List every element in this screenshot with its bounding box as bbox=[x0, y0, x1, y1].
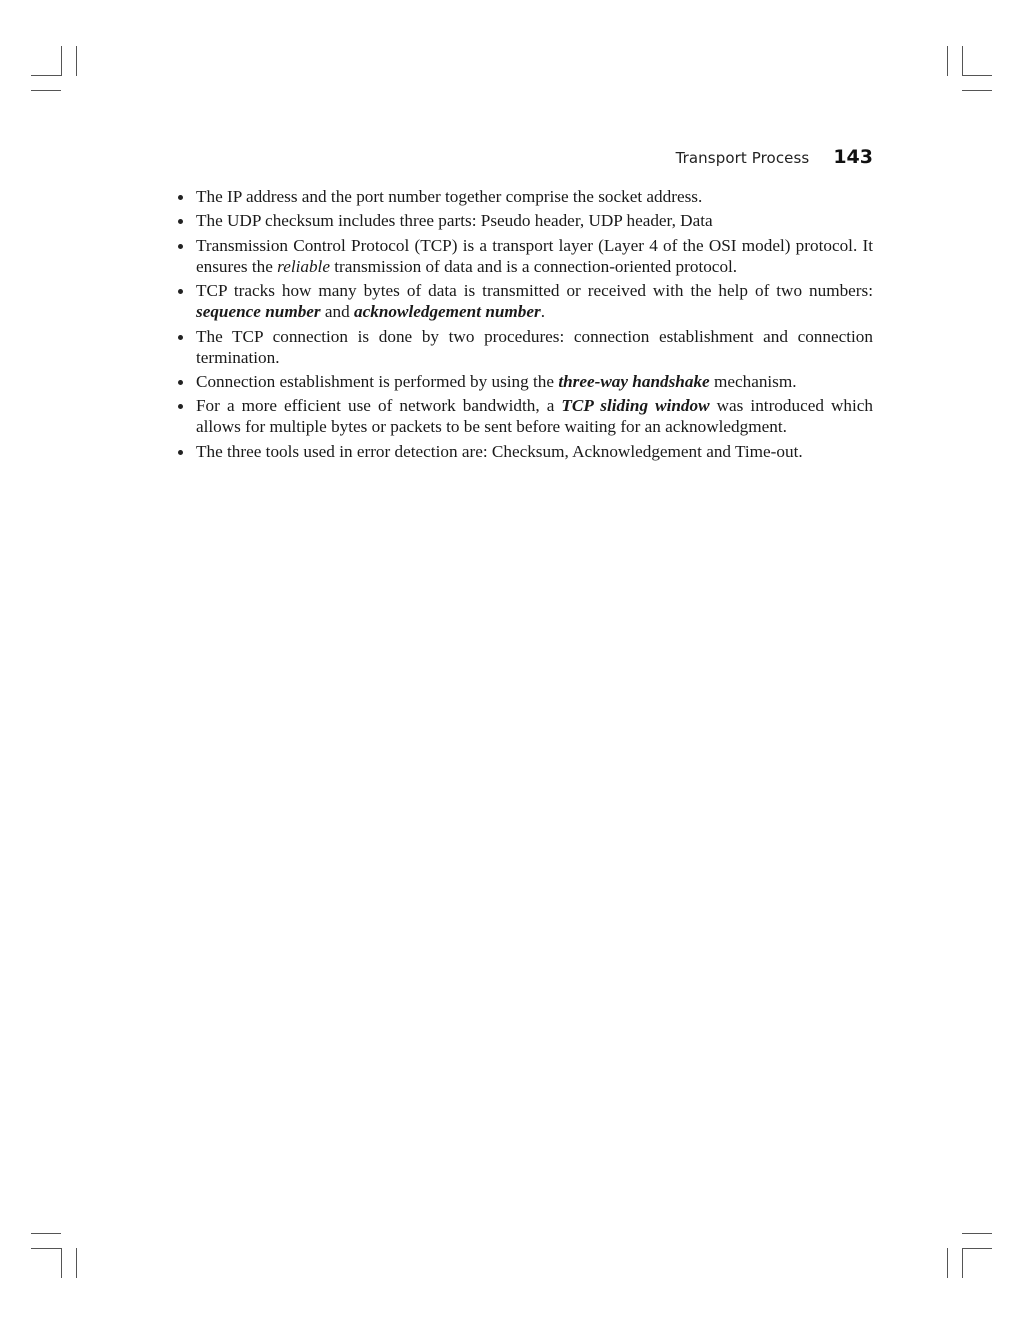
bullet-text: The three tools used in error detection are: Checksum, Acknowledgement and Time-out. bbox=[196, 441, 803, 461]
crop-mark-bottom-left-vertical bbox=[61, 1248, 62, 1278]
crop-mark-top-left-vertical-outer bbox=[76, 46, 77, 76]
bullet-text: The IP address and the port number together comprise the socket address. bbox=[196, 187, 703, 206]
page-number: 143 bbox=[833, 146, 873, 168]
bullet-icon bbox=[178, 244, 183, 249]
crop-mark-bottom-right-vertical-outer bbox=[947, 1248, 948, 1278]
list-item bbox=[177, 235, 873, 277]
list-item bbox=[177, 186, 873, 207]
bullet-icon bbox=[178, 380, 183, 385]
crop-mark-bottom-right-horizontal bbox=[962, 1233, 992, 1234]
bullet-icon bbox=[178, 289, 183, 294]
running-title: Transport Process bbox=[675, 149, 810, 167]
bullet-emphasis: sequence number bbox=[196, 302, 321, 322]
bullet-text: The UDP checksum includes three parts: Pseudo header, UDP header, Data bbox=[196, 211, 713, 231]
crop-mark-top-left-vertical bbox=[61, 46, 62, 76]
crop-mark-top-left-horizontal-outer bbox=[31, 90, 61, 91]
list-item bbox=[177, 280, 873, 322]
list-item bbox=[177, 441, 873, 462]
bullet-emphasis: acknowledgement number bbox=[354, 302, 541, 322]
crop-mark-bottom-left-horizontal bbox=[31, 1233, 61, 1234]
summary-bullet-list bbox=[177, 186, 873, 465]
bullet-text: mechanism. bbox=[709, 371, 797, 391]
crop-mark-top-left-horizontal bbox=[31, 75, 61, 76]
crop-mark-bottom-left-vertical-outer bbox=[76, 1248, 77, 1278]
bullet-text: The TCP connection is done by two procedures: connection establishment and connection termination. bbox=[196, 326, 873, 367]
bullet-text: TCP tracks how many bytes of data is transmitted or received with the help of two numbers: bbox=[196, 281, 873, 301]
list-item bbox=[177, 371, 873, 392]
bullet-text: was introduced which allows for multiple bytes or packets to be sent before waiting for an acknowledgment. bbox=[196, 396, 873, 437]
crop-mark-top-right-vertical bbox=[962, 46, 963, 76]
bullet-icon bbox=[178, 404, 183, 409]
bullet-text: For a more efficient use of network bandwidth, a bbox=[196, 396, 562, 416]
list-item bbox=[177, 210, 873, 231]
bullet-icon bbox=[178, 195, 183, 200]
crop-mark-bottom-left-horizontal-outer bbox=[31, 1248, 61, 1249]
bullet-icon bbox=[178, 335, 183, 340]
bullet-text: Connection establishment is performed by using the bbox=[196, 371, 559, 391]
bullet-text: transmission of data and is a connection-oriented protocol. bbox=[329, 256, 738, 276]
crop-mark-top-right-vertical-outer bbox=[947, 46, 948, 76]
bullet-text: and bbox=[320, 302, 355, 322]
bullet-text: Transmission Control Protocol (TCP) is a transport layer (Layer 4 of the OSI model) protocol. It ensures the bbox=[196, 235, 873, 276]
bullet-emphasis: three-way handshake bbox=[558, 371, 710, 391]
bullet-text: . bbox=[540, 302, 546, 322]
crop-mark-top-right-horizontal bbox=[962, 75, 992, 76]
running-head bbox=[676, 146, 873, 168]
crop-mark-bottom-right-horizontal-outer bbox=[962, 1248, 992, 1249]
crop-mark-top-right-horizontal-outer bbox=[962, 90, 992, 91]
crop-mark-bottom-right-vertical bbox=[962, 1248, 963, 1278]
list-item bbox=[177, 326, 873, 368]
bullet-emphasis: reliable bbox=[277, 256, 330, 276]
bullet-icon bbox=[178, 219, 183, 224]
list-item bbox=[177, 395, 873, 437]
bullet-icon bbox=[178, 450, 183, 455]
bullet-emphasis: TCP sliding window bbox=[561, 396, 710, 416]
